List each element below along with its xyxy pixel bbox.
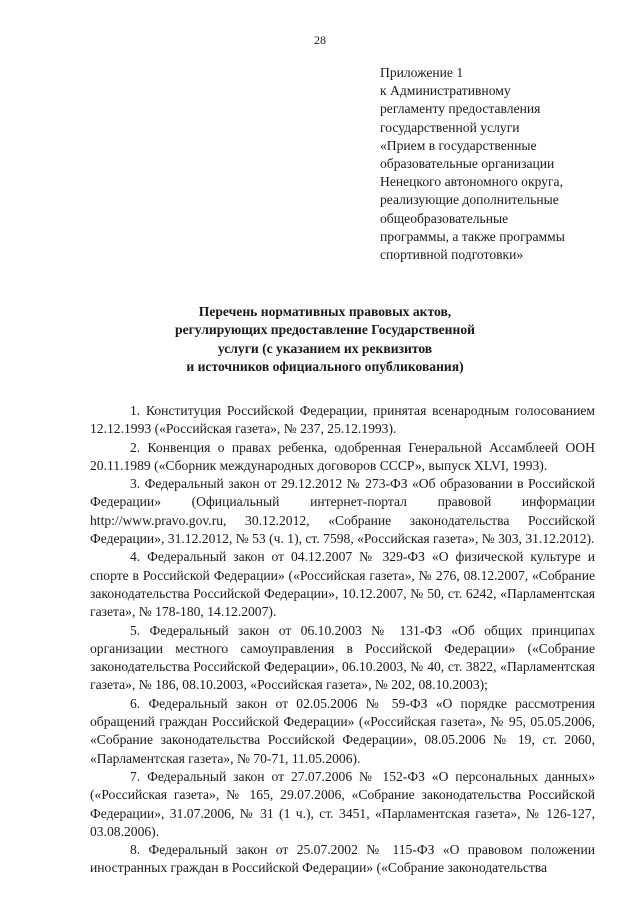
legal-acts-list (90, 402, 595, 878)
legal-act-item: 8. Федеральный закон от 25.07.2002 № 115-ФЗ «О правовом положении иностранных граждан в Российской Федерации» («Собрание законодательства (90, 842, 595, 876)
page-number: 28 (314, 33, 326, 47)
appendix-line: к Административному (380, 83, 511, 99)
appendix-header (380, 64, 630, 264)
appendix-line: спортивной подготовки» (380, 247, 524, 263)
legal-act-item: 5. Федеральный закон от 06.10.2003 № 131-ФЗ «Об общих принципах организации местного самоуправления в Российской Федерации» («Собрание законодательства Российской Федерации», 06.10.2003, № 40, ст. 3822, «Парламентская газета», № 186, 08.10.2003, «Российская газета», № 202, 08.10.2003); (90, 622, 595, 693)
legal-act-item: 4. Федеральный закон от 04.12.2007 № 329-ФЗ «О физической культуре и спорте в Российской Федерации» («Российская газета», № 276, 08.12.2007, «Собрание законодательства Российской Федерации», 10.12.2007, № 50, ст. 6242, «Парламентская газета», № 178-180, 14.12.2007). (90, 549, 595, 620)
appendix-line: программы, а также программы (380, 228, 565, 244)
title-line: Перечень нормативных правовых актов, (198, 304, 452, 319)
title-line: услуги (с указанием их реквизитов (217, 340, 433, 356)
appendix-line: государственной услуги (380, 119, 520, 135)
title-line: и источников официального опубликования) (186, 359, 464, 375)
title-line: регулирующих предоставление Государственной (175, 322, 475, 338)
legal-act-item: 1. Конституция Российской Федерации, принятая всенародным голосованием 12.12.1993 («Российская газета», № 237, 25.12.1993). (90, 403, 595, 437)
legal-act-item: 2. Конвенция о правах ребенка, одобренная Генеральной Ассамблеей ООН 20.11.1989 («Сборник международных договоров СССР», выпуск XLVI, 1993). (90, 439, 595, 473)
appendix-line: реализующие дополнительные (380, 192, 559, 208)
legal-act-item: 6. Федеральный закон от 02.05.2006 № 59-ФЗ «О порядке рассмотрения обращений граждан Российской Федерации» («Российская газета», № 95, 05.05.2006, «Собрание законодательства Российской Федерации», 08.05.2006 № 19, ст. 2060, «Парламентская газета», № 70-71, 11.05.2006). (90, 695, 595, 766)
legal-act-item: 7. Федеральный закон от 27.07.2006 № 152-ФЗ «О персональных данных» («Российская газета», № 165, 29.07.2006, «Собрание законодательства Российской Федерации», 31.07.2006, № 31 (1 ч.), ст. 3451, «Парламентская газета», № 126-127, 03.08.2006). (90, 768, 595, 839)
document-title (110, 303, 540, 377)
appendix-line: регламенту предоставления (380, 101, 541, 117)
appendix-line: «Прием в государственные (380, 137, 537, 153)
legal-act-item: 3. Федеральный закон от 29.12.2012 № 273-ФЗ «Об образовании в Российской Федерации» (Официальный интернет-портал правовой информации http://www.pravo.gov.ru, 30.12.2012, «Собрание законодательства Российской Федерации», 31.12.2012, № 53 (ч. 1), ст. 7598, «Российская газета», № 303, 31.12.2012). (90, 476, 595, 547)
appendix-line: Приложение 1 (380, 65, 464, 80)
appendix-line: образовательные организации (380, 156, 555, 172)
appendix-line: общеобразовательные (380, 210, 509, 226)
appendix-line: Ненецкого автономного округа, (380, 174, 563, 190)
